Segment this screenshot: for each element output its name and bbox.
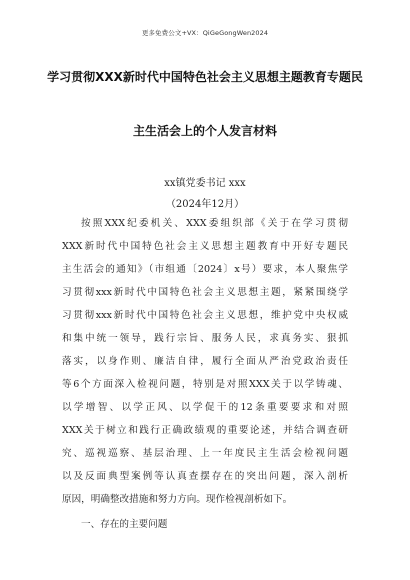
section-heading: 一、存在的主要问题 [81, 519, 168, 530]
header-note: 更多免费公文+VX：QiGeGongWen2024 [141, 29, 269, 37]
paragraph-line: 以及反面典型案例等认真查摆存在的突出问题，深入剖析 [62, 471, 348, 482]
paragraph-line: XXX关于树立和践行正确政绩观的重要论述，并结合调查研 [62, 425, 348, 436]
paragraph-line: 究、巡视巡察、基层治理、上一年度民主生活会检视问题 [62, 448, 348, 459]
paragraph-line: 等6个方面深入检视问题，特别是对照XXX关于以学铸魂、 [62, 379, 348, 390]
paragraph-line: 以学增智、以学正风、以学促干的12条重要要求和对照 [62, 402, 348, 413]
paragraph-line: 按照XXX纪委机关、XXX委组织部《关于在学习贯彻 [81, 218, 348, 229]
paragraph-line: 落实，以身作则、廉洁自律，履行全面从严治党政治责任 [62, 356, 348, 367]
date-line: （2024年12月） [165, 199, 245, 210]
paragraph-line: 习贯彻xxx新时代中国特色社会主义思想主题，紧紧围绕学 [62, 287, 348, 298]
paragraph-line: 原因，明确整改措施和努力方向。现作检视剖析如下。 [62, 494, 293, 505]
document-title-line-2: 主生活会上的个人发言材料 [132, 124, 277, 138]
paragraph-line: 习贯彻xxx新时代中国特色社会主义思想，维护党中央权威 [62, 310, 348, 321]
body-paragraph [62, 212, 348, 511]
paragraph-line: 和集中统一领导，践行宗旨、服务人民，求真务实、狠抓 [62, 333, 348, 344]
document-title-line-1: 学习贯彻XXX新时代中国特色社会主义思想主题教育专题民 [47, 70, 363, 84]
paragraph-line: 主生活会的通知》（市组通〔2024〕x号）要求，本人聚焦学 [62, 264, 348, 275]
author-line: xx镇党委书记 xxx [164, 178, 246, 189]
paragraph-line: XXX新时代中国特色社会主义思想主题教育中开好专题民 [62, 241, 348, 252]
